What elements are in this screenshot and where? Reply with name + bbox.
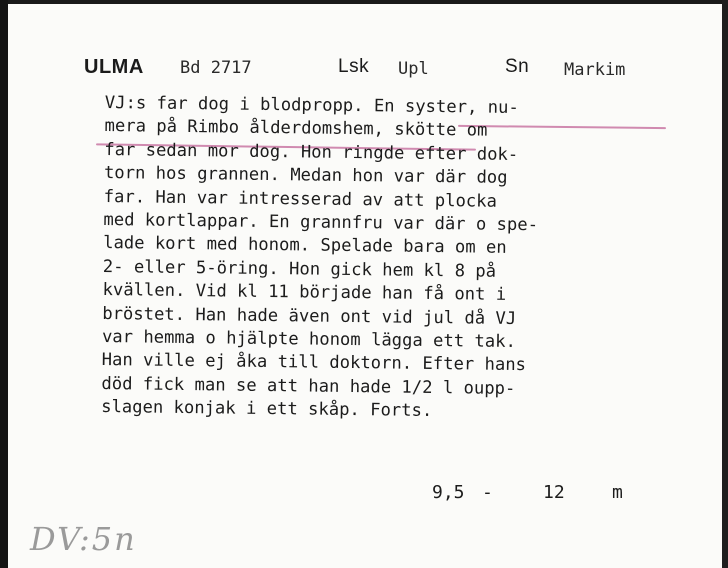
body-line: slagen konjak i ett skåp. Forts. [101, 397, 433, 422]
body-line: med kortlappar. En grannfru var där o spe- [103, 209, 539, 236]
body-line: var hemma o hjälpte honom lägga ett tak. [101, 326, 517, 352]
footer-value-b: 12 [543, 482, 565, 503]
body-line: bröstet. Han hade även ont vid jul då VJ [102, 303, 517, 329]
body-line: far. Han var intresserad av att plocka [103, 186, 498, 212]
body-line: VJ:s far dog i blodpropp. En syster, nu- [104, 92, 519, 119]
footer-value-a: 9,5 [432, 482, 465, 503]
pencil-signum: DV:5n [30, 520, 137, 558]
scan-edge-left [0, 0, 8, 568]
body-line: Han ville ej åka till doktorn. Efter hans [101, 350, 527, 376]
body-line: kvällen. Vid kl 11 började han få ont i [102, 280, 507, 306]
body-line: 2- eller 5-öring. Hon gick hem kl 8 på [102, 256, 497, 282]
body-line: torn hos grannen. Medan hon var där dog [103, 163, 508, 189]
body-line: lade kort med honom. Spelade bara om en [103, 233, 507, 259]
body-line: död fick man se att han hade 1/2 l oupp- [101, 373, 516, 399]
body-line: mera på Rimbo ålderdomshem, skötte om [104, 116, 488, 142]
province-label: Lsk [338, 56, 370, 77]
parish-label: Sn [505, 56, 530, 77]
parish-value: Markim [564, 60, 626, 80]
card-body [101, 92, 705, 427]
scan-edge-right [722, 0, 728, 568]
archive-code: ULMA [84, 56, 144, 78]
province-value: Upl [398, 59, 429, 79]
body-line: far sedan mor dog. Hon ringde efter dok- [104, 139, 519, 165]
footer-dash: - [482, 482, 493, 503]
footer-unit: m [612, 482, 623, 503]
volume-number: Bd 2717 [180, 58, 252, 78]
